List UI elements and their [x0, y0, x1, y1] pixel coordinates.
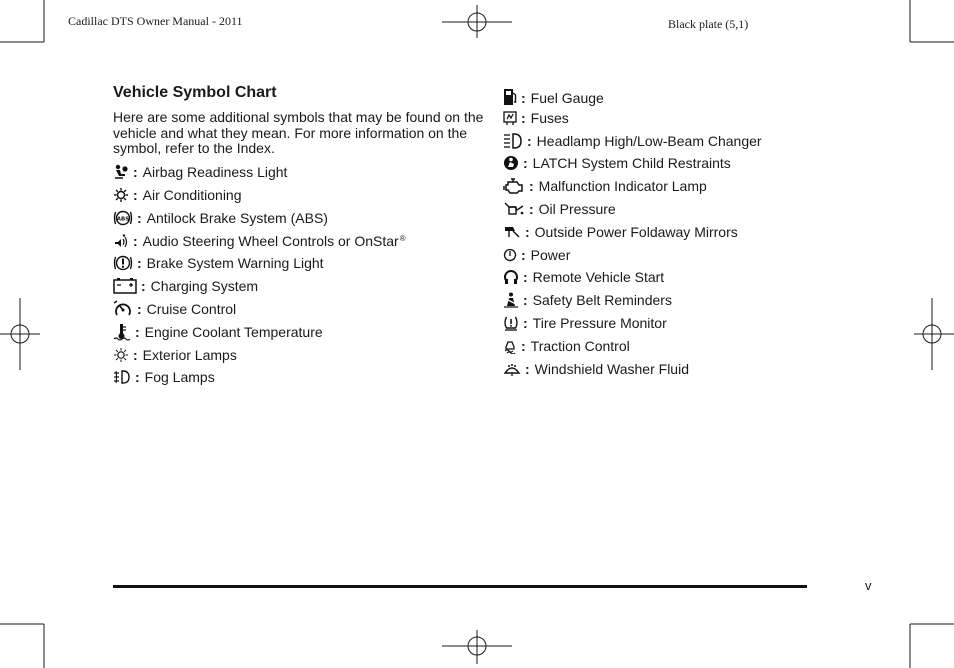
fuel-pump-icon	[503, 88, 517, 106]
list-item-label: Fuses	[530, 110, 569, 126]
list-item-label: Brake System Warning Light	[146, 255, 324, 271]
separator: :	[529, 178, 534, 194]
separator: :	[133, 347, 138, 363]
exterior-lamps-icon	[113, 347, 129, 363]
airbag-icon	[113, 164, 129, 180]
list-item	[113, 299, 236, 319]
air-conditioning-icon	[113, 187, 129, 203]
child-seat-icon	[503, 155, 519, 171]
list-item	[503, 131, 762, 151]
fog-lamp-icon	[113, 369, 131, 385]
separator: :	[521, 110, 526, 126]
separator: :	[133, 164, 138, 180]
washer-fluid-icon	[503, 361, 521, 377]
headlamp-beam-icon	[503, 133, 523, 149]
list-item	[503, 245, 570, 265]
separator: :	[523, 155, 528, 171]
list-item	[503, 313, 667, 333]
list-item-label: Oil Pressure	[538, 201, 616, 217]
traction-control-icon	[503, 338, 517, 354]
separator: :	[521, 90, 526, 106]
list-item-label: Audio Steering Wheel Controls or OnStar	[142, 233, 399, 249]
cruise-control-icon	[113, 300, 133, 318]
separator: :	[521, 338, 526, 354]
list-item-label: Engine Coolant Temperature	[144, 324, 323, 340]
separator: :	[137, 210, 142, 226]
list-item-label: Power	[530, 247, 571, 263]
list-item-label: Exterior Lamps	[142, 347, 237, 363]
steering-wheel-audio-icon	[113, 233, 129, 249]
separator: :	[135, 369, 140, 385]
list-item	[113, 367, 215, 387]
list-item-label: Antilock Brake System (ABS)	[146, 210, 328, 226]
list-item	[113, 231, 406, 251]
list-item-label: Charging System	[150, 278, 259, 294]
coolant-temperature-icon	[113, 323, 131, 341]
list-item	[503, 359, 689, 379]
footer-rule	[113, 585, 807, 588]
list-item-label: Tire Pressure Monitor	[532, 315, 667, 331]
list-item	[113, 162, 287, 182]
separator: :	[529, 201, 534, 217]
list-item	[503, 336, 630, 356]
battery-icon	[113, 277, 137, 295]
list-item-label: Cruise Control	[146, 301, 237, 317]
power-icon	[503, 247, 517, 263]
separator: :	[523, 315, 528, 331]
engine-icon	[503, 177, 525, 195]
list-item-label: Fuel Gauge	[530, 90, 604, 106]
separator: :	[133, 187, 138, 203]
list-item	[503, 176, 707, 196]
separator: :	[521, 247, 526, 263]
separator: :	[527, 133, 532, 149]
list-item-label: LATCH System Child Restraints	[532, 155, 731, 171]
list-item-label: Remote Vehicle Start	[532, 269, 665, 285]
list-item	[503, 290, 672, 310]
list-item-label: Malfunction Indicator Lamp	[538, 178, 707, 194]
list-item	[503, 222, 738, 242]
list-item	[113, 345, 237, 365]
seatbelt-icon	[503, 292, 519, 308]
separator: :	[523, 292, 528, 308]
remote-start-icon	[503, 269, 519, 285]
list-item	[113, 276, 258, 296]
tire-pressure-icon	[503, 315, 519, 331]
list-item	[113, 208, 328, 228]
list-item-label: Windshield Washer Fluid	[534, 361, 689, 377]
oil-can-icon	[503, 201, 525, 217]
separator: :	[141, 278, 146, 294]
list-item-label: Fog Lamps	[144, 369, 215, 385]
list-item-label: Headlamp High/Low-Beam Changer	[536, 133, 762, 149]
list-item	[113, 185, 242, 205]
abs-icon	[113, 209, 133, 227]
plate-label: Black plate (5,1)	[668, 17, 749, 31]
registered-mark: ®	[399, 233, 406, 243]
list-item	[113, 253, 324, 273]
document-title: Cadillac DTS Owner Manual - 2011	[68, 14, 243, 28]
list-item	[503, 267, 664, 287]
separator: :	[523, 269, 528, 285]
list-item-label: Traction Control	[530, 338, 630, 354]
svg-text:ABS: ABS	[116, 216, 130, 223]
brake-warning-icon	[113, 254, 133, 272]
separator: :	[137, 301, 142, 317]
list-item-label: Air Conditioning	[142, 187, 242, 203]
page-number: v	[865, 578, 872, 593]
separator: :	[133, 233, 138, 249]
fuse-icon	[503, 110, 517, 126]
separator: :	[525, 361, 530, 377]
list-item	[503, 153, 731, 173]
list-item	[113, 322, 323, 342]
section-title: Vehicle Symbol Chart	[113, 84, 277, 101]
separator: :	[137, 255, 142, 271]
separator: :	[525, 224, 530, 240]
separator: :	[135, 324, 140, 340]
list-item	[503, 199, 616, 219]
mirror-fold-icon	[503, 224, 521, 240]
list-item-label: Safety Belt Reminders	[532, 292, 672, 308]
list-item	[503, 108, 569, 128]
list-item-label: Outside Power Foldaway Mirrors	[534, 224, 738, 240]
list-item-label: Airbag Readiness Light	[142, 164, 288, 180]
list-item	[503, 84, 604, 106]
section-intro: Here are some additional symbols that may be found on the vehicle and what they mean. For more information on the symbol, refer to the Index.	[113, 109, 484, 156]
